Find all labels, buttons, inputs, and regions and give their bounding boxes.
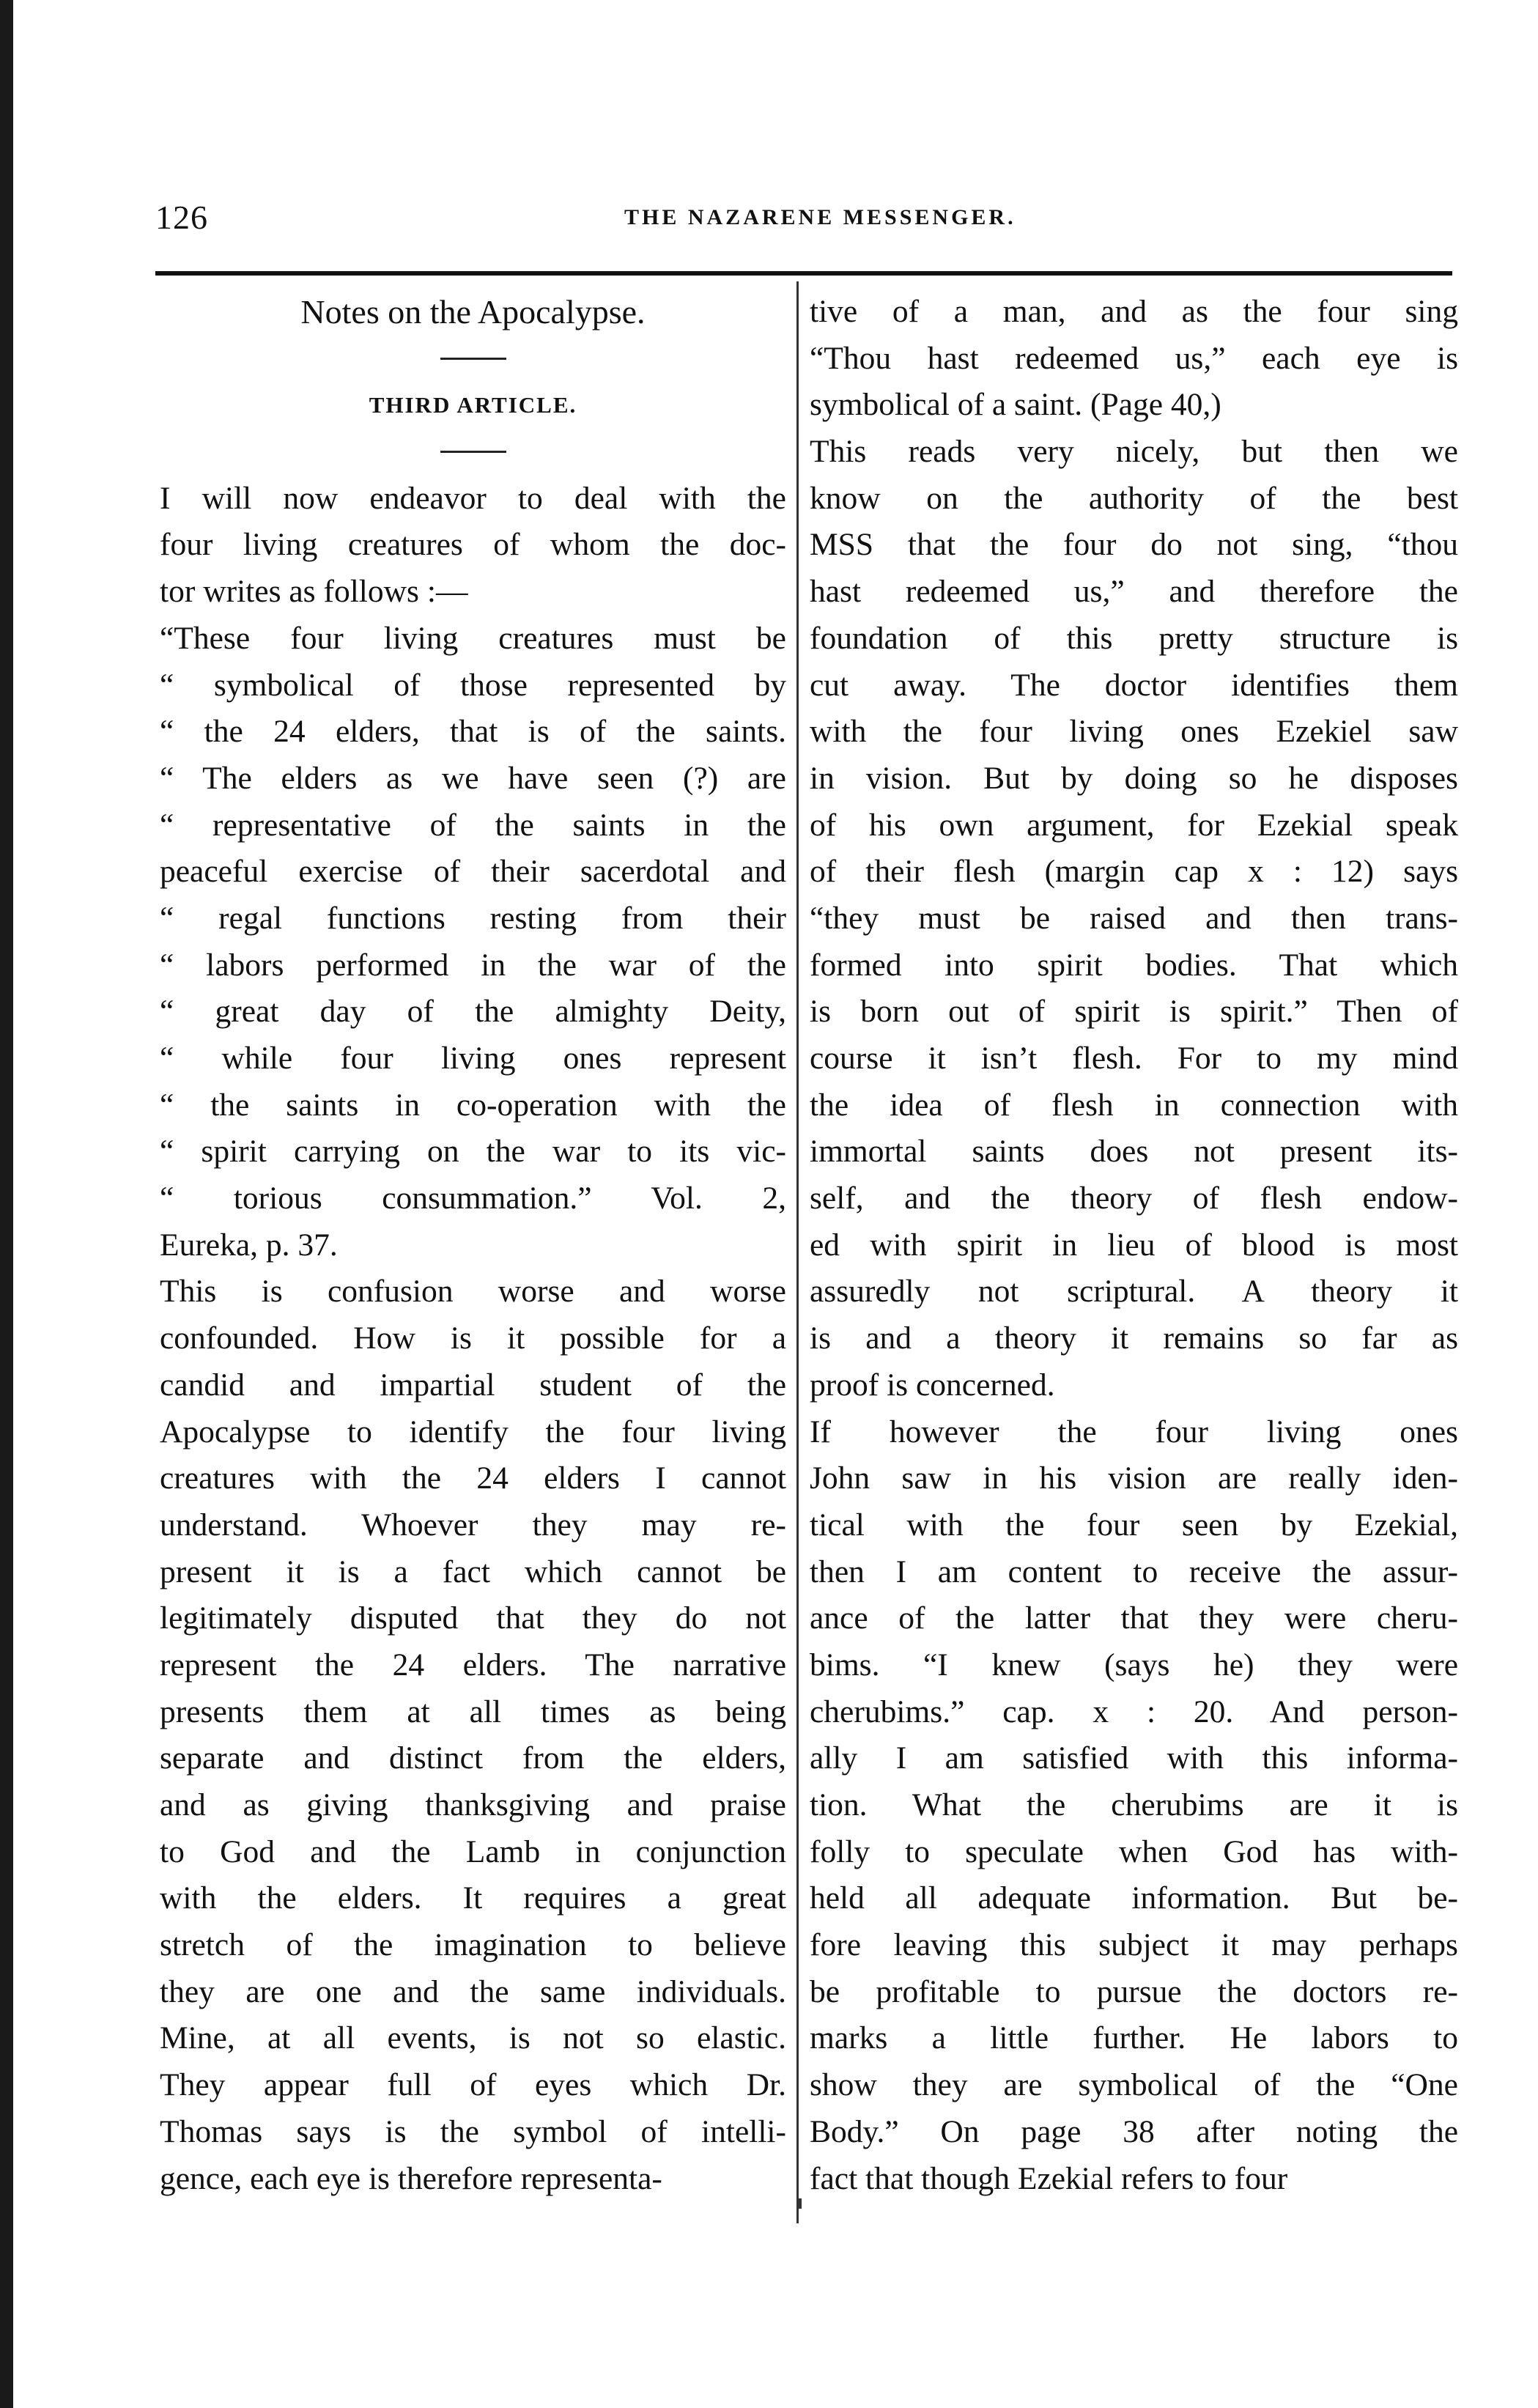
text-line: of his own argument, for Ezekial speak: [810, 807, 1458, 843]
text-line: to God and the Lamb in conjunction: [160, 1833, 786, 1869]
text-line: “ torious consummation.” Vol. 2,: [160, 1181, 786, 1216]
text-line: This reads very nicely, but then we: [810, 434, 1458, 470]
text-line: held all adequate information. But be-: [810, 1880, 1458, 1916]
text-line: Apocalypse to identify the four living: [160, 1414, 786, 1449]
text-line: with the four living ones Ezekiel saw: [810, 714, 1458, 750]
text-line: “ the 24 elders, that is of the saints.: [160, 714, 786, 750]
article-title: Notes on the Apocalypse.: [300, 293, 646, 330]
text-line: “ representative of the saints in the: [160, 807, 786, 843]
text-line: cut away. The doctor identifies them: [810, 667, 1458, 703]
text-line: If however the four living ones: [810, 1414, 1458, 1449]
text-line: This is confusion worse and worse: [160, 1274, 786, 1310]
text-line: symbolical of a saint. (Page 40,): [810, 387, 1221, 423]
article-subtitle: THIRD ARTICLE.: [369, 392, 577, 418]
text-line: “Thou hast redeemed us,” each eye is: [810, 340, 1458, 376]
text-line: show they are symbolical of the “One: [810, 2067, 1458, 2103]
text-line: tor writes as follows :—: [160, 574, 468, 610]
text-line: course it isn’t flesh. For to my mind: [810, 1041, 1458, 1076]
text-line: ance of the latter that they were cheru-: [810, 1600, 1458, 1636]
column-divider: [796, 281, 799, 2223]
text-line: is born out of spirit is spirit.” Then of: [810, 994, 1458, 1030]
text-line: Body.” On page 38 after noting the: [810, 2113, 1458, 2149]
text-line: hast redeemed us,” and therefore the: [810, 574, 1458, 610]
text-line: candid and impartial student of the: [160, 1367, 786, 1403]
text-line: then I am content to receive the assur-: [810, 1554, 1458, 1589]
text-line: know on the authority of the best: [810, 480, 1458, 516]
text-line: proof is concerned.: [810, 1367, 1055, 1403]
left-column: [160, 289, 786, 2202]
text-line: I will now endeavor to deal with the: [160, 480, 786, 516]
text-line: “ labors performed in the war of the: [160, 947, 786, 983]
page-edge-shadow: [0, 0, 13, 2408]
text-line: tical with the four seen by Ezekial,: [810, 1507, 1458, 1543]
text-line: in vision. But by doing so he disposes: [810, 760, 1458, 796]
text-line: legitimately disputed that they do not: [160, 1600, 786, 1636]
text-line: “ regal functions resting from their: [160, 900, 786, 936]
text-line: ally I am satisfied with this informa-: [810, 1740, 1458, 1776]
text-line: Thomas says is the symbol of intelli-: [160, 2113, 786, 2149]
text-line: They appear full of eyes which Dr.: [160, 2067, 786, 2103]
text-line: John saw in his vision are really iden-: [810, 1460, 1458, 1496]
right-column: [810, 289, 1458, 2202]
text-line: cherubims.” cap. x : 20. And person-: [810, 1694, 1458, 1729]
subtitle-rule: [160, 429, 786, 476]
text-line: ed with spirit in lieu of blood is most: [810, 1227, 1458, 1263]
header-rule: [155, 271, 1452, 276]
text-line: “ spirit carrying on the war to its vic-: [160, 1134, 786, 1170]
text-line: creatures with the 24 elders I cannot: [160, 1460, 786, 1496]
text-line: fact that though Ezekial refers to four: [810, 2160, 1288, 2196]
text-line: formed into spirit bodies. That which: [810, 947, 1458, 983]
text-line: the idea of flesh in connection with: [810, 1087, 1458, 1123]
text-line: immortal saints does not present its-: [810, 1134, 1458, 1170]
left-column-text: [160, 476, 786, 2202]
text-line: with the elders. It requires a great: [160, 1880, 786, 1916]
page-foot-mark: [799, 2198, 802, 2209]
text-line: “These four living creatures must be: [160, 620, 786, 656]
text-line: assuredly not scriptural. A theory it: [810, 1274, 1458, 1310]
text-line: presents them at all times as being: [160, 1694, 786, 1729]
text-line: “ while four living ones represent: [160, 1041, 786, 1076]
text-line: of their flesh (margin cap x : 12) says: [810, 854, 1458, 890]
text-line: confounded. How is it possible for a: [160, 1321, 786, 1356]
text-line: separate and distinct from the elders,: [160, 1740, 786, 1776]
text-line: they are one and the same individuals.: [160, 1973, 786, 2009]
text-line: tion. What the cherubims are it is: [810, 1787, 1458, 1822]
text-line: “they must be raised and then trans-: [810, 900, 1458, 936]
text-line: understand. Whoever they may re-: [160, 1507, 786, 1543]
text-line: foundation of this pretty structure is: [810, 620, 1458, 656]
text-line: stretch of the imagination to believe: [160, 1927, 786, 1963]
text-line: Eureka, p. 37.: [160, 1227, 338, 1263]
text-line: “ symbolical of those represented by: [160, 667, 786, 703]
page-number: 126: [155, 199, 208, 236]
text-line: MSS that the four do not sing, “thou: [810, 527, 1458, 563]
text-line: gence, each eye is therefore representa-: [160, 2160, 662, 2196]
text-line: self, and the theory of flesh endow-: [810, 1181, 1458, 1216]
text-line: marks a little further. He labors to: [810, 2020, 1458, 2056]
text-line: Mine, at all events, is not so elastic.: [160, 2020, 786, 2056]
text-line: fore leaving this subject it may perhaps: [810, 1927, 1458, 1963]
text-line: is and a theory it remains so far as: [810, 1321, 1458, 1356]
text-line: present it is a fact which cannot be: [160, 1554, 786, 1589]
text-line: represent the 24 elders. The narrative: [160, 1647, 786, 1683]
text-line: “ the saints in co-operation with the: [160, 1087, 786, 1123]
text-line: and as giving thanksgiving and praise: [160, 1787, 786, 1822]
text-line: bims. “I knew (says he) they were: [810, 1647, 1458, 1683]
text-line: “ great day of the almighty Deity,: [160, 994, 786, 1030]
text-line: be profitable to pursue the doctors re-: [810, 1973, 1458, 2009]
text-line: “ The elders as we have seen (?) are: [160, 760, 786, 796]
running-title: THE NAZARENE MESSENGER.: [624, 205, 1016, 229]
text-line: folly to speculate when God has with-: [810, 1833, 1458, 1869]
page-header: [155, 198, 1460, 249]
right-column-text: [810, 289, 1458, 2202]
text-line: peaceful exercise of their sacerdotal and: [160, 854, 786, 890]
text-line: four living creatures of whom the doc-: [160, 527, 786, 563]
text-line: tive of a man, and as the four sing: [810, 294, 1458, 329]
title-rule: [160, 336, 786, 383]
